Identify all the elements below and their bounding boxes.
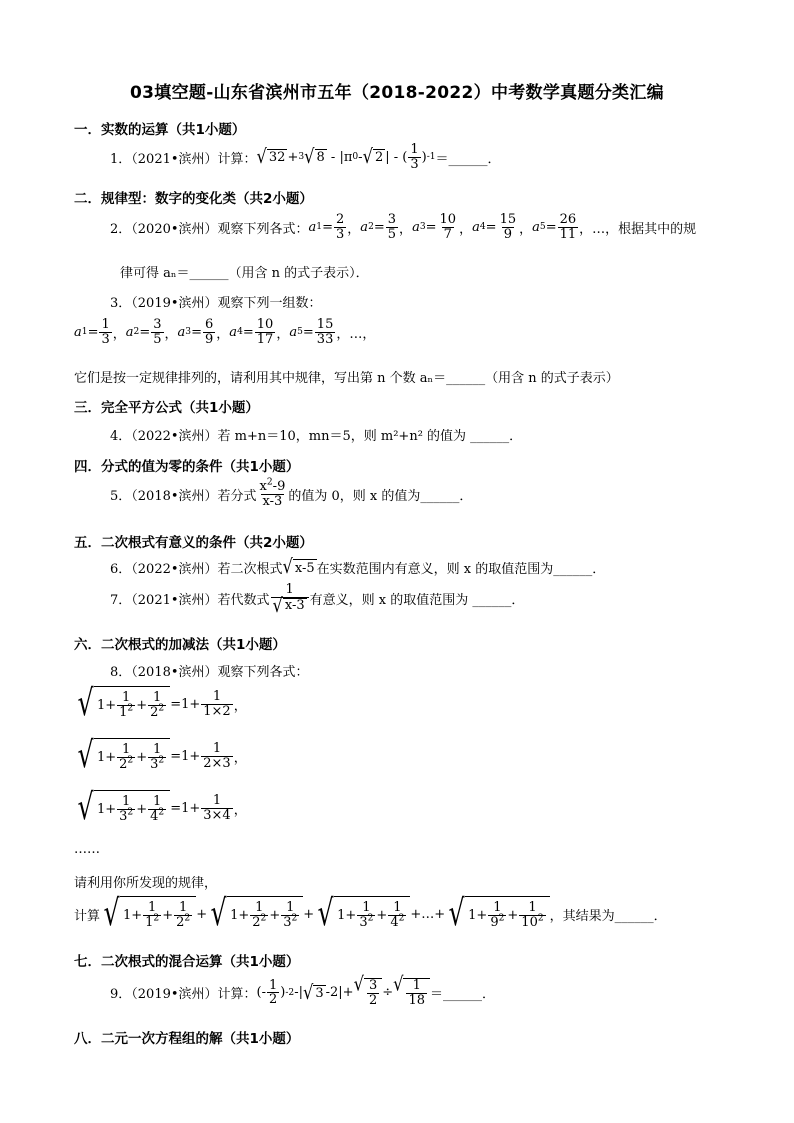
- question-7: 7．（2021•滨州）若代数式 1 √ x-3 有意义，则 x 的取值范围为 ______．: [110, 582, 525, 617]
- question-9: 9．（2019•滨州）计算： (- $\frac{1}{2}$ ) -2 -| √ 3 -2|+ √ $\frac{3}{2}$ ÷ √ $\frac{1}{18}$ ＝______．: [110, 972, 496, 1008]
- q8-example-1: √ 1+ $\frac{1}{1^2}$ + $\frac{1}{2^2}$ =1+ $\frac{1}{1\times 2}$ ，: [77, 683, 247, 724]
- q8-calc: 计算 √ 1+ $\frac{1}{1^2}$ + $\frac{1}{2^2}$ + √ 1+ $\frac{1}{2^2}$ + $\frac{1}{3^2}$ + √ 1+ $\frac{1}{3^2}$ + $\frac{1}{4^2}$ +…+ √ 1+ $\frac{1}{9^2}$ + $\frac{1}{10^2}$ ，其结果为______．: [74, 893, 667, 934]
- q1-prefix: 1．（2021•滨州）计算：: [110, 151, 257, 167]
- question-1: 1．（2021•滨州）计算： √ 32 + 3 √ 8 - |π 0 - √ 2 | - ( $\frac{1}{3}$ ) -1 ＝______．: [110, 142, 501, 172]
- question-4: 4．（2022•滨州）若 m+n＝10，mn＝5，则 m²+n² 的值为 ______．: [110, 429, 523, 444]
- section-heading-2: 二．规律型：数字的变化类（共2小题）: [74, 191, 313, 207]
- question-6: 6．（2022•滨州）若二次根式 √ x-5 在实数范围内有意义，则 x 的取值范围为______．: [110, 555, 606, 579]
- question-3-terms: a 1 = $\frac{1}{3}$ ， a 2 = $\frac{3}{5}$ ， a 3 = $\frac{6}{9}$ ， a 4 = $\frac{10}{17}$ ， a 5 = $\frac{15}{33}$ ，…，: [74, 317, 376, 347]
- q2-prefix: 2．（2020•滨州）观察下列各式：: [110, 221, 309, 237]
- question-3: 3．（2019•滨州）观察下列一组数：: [110, 296, 322, 311]
- question-3-line3: 它们是按一定规律排列的，请利用其中规律，写出第 n 个数 aₙ＝______（用含 n 的式子表示）: [74, 371, 619, 386]
- section-heading-7: 七．二次根式的混合运算（共1小题）: [74, 954, 300, 970]
- question-2-line2: 律可得 aₙ＝______（用含 n 的式子表示）．: [120, 266, 369, 281]
- q8-ellipsis: ……: [74, 842, 100, 857]
- q2-tail: ，…，根据其中的规: [579, 221, 697, 237]
- question-5: 5．（2018•滨州）若分式 $\frac{x^2-9}{x-3}$ 的值为 0，则 x 的值为______．: [110, 477, 473, 509]
- section-heading-8: 八．二元一次方程组的解（共1小题）: [74, 1031, 300, 1047]
- q8-example-2: √ 1+ $\frac{1}{2^2}$ + $\frac{1}{3^2}$ =1+ $\frac{1}{2\times 3}$ ，: [77, 735, 247, 776]
- q8-example-3: √ 1+ $\frac{1}{3^2}$ + $\frac{1}{4^2}$ =1+ $\frac{1}{3\times 4}$ ，: [77, 787, 247, 828]
- section-heading-5: 五．二次根式有意义的条件（共2小题）: [74, 535, 313, 551]
- section-heading-4: 四．分式的值为零的条件（共1小题）: [74, 459, 300, 475]
- page-title: 03填空题-山东省滨州市五年（2018-2022）中考数学真题分类汇编: [130, 83, 664, 103]
- question-8: 8．（2018•滨州）观察下列各式：: [110, 665, 309, 680]
- section-heading-3: 三．完全平方公式（共1小题）: [74, 400, 259, 416]
- section-heading-1: 一．实数的运算（共1小题）: [74, 122, 246, 138]
- q1-suffix: ＝______．: [435, 151, 501, 167]
- section-heading-6: 六．二次根式的加减法（共1小题）: [74, 637, 286, 653]
- question-2: 2．（2020•滨州）观察下列各式： a 1 = $\frac{2}{3}$ ， a 2 = $\frac{3}{5}$ ， a 3 = $\frac{10}{7}$ ， a 4 = $\frac{15}{9}$ ， a 5 = $\frac{26}{11}$ ，…，根据其中的规: [110, 212, 697, 242]
- q8-hint: 请利用你所发现的规律，: [74, 876, 218, 891]
